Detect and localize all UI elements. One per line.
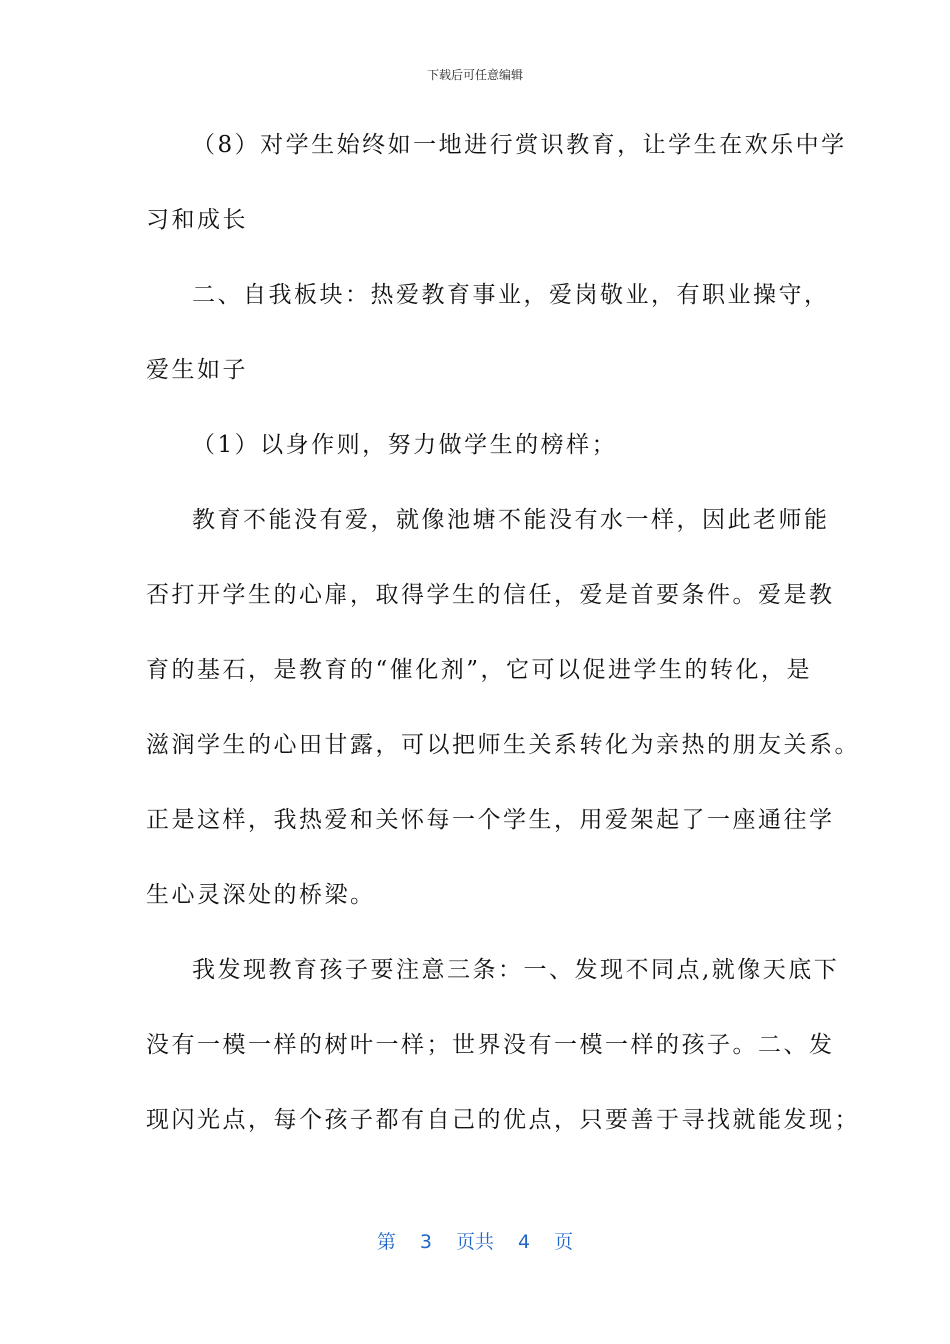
page-label-suffix: 页	[554, 1231, 574, 1253]
paragraph-line: 习和成长	[146, 207, 248, 233]
paragraph-line: 教育不能没有爱，就像池塘不能没有水一样，因此老师能	[192, 507, 830, 533]
paragraph-line: 滋润学生的心田甘露，可以把师生关系转化为亲热的朋友关系。	[146, 732, 860, 758]
page-label-middle: 页共	[455, 1231, 494, 1253]
paragraph-line: （8）对学生始终如一地进行赏识教育，让学生在欢乐中学	[192, 132, 847, 158]
paragraph-line: 生心灵深处的桥梁。	[146, 882, 376, 908]
page-label-prefix: 第	[376, 1231, 396, 1253]
current-page-number: 3	[419, 1231, 432, 1253]
section-heading-line: 爱生如子	[146, 357, 248, 383]
subheading: （1）以身作则，努力做学生的榜样；	[192, 432, 618, 458]
paragraph-line: 我发现教育孩子要注意三条：一、发现不同点,就像天底下	[192, 957, 840, 983]
paragraph-line: 正是这样，我热爱和关怀每一个学生，用爱架起了一座通往学	[146, 807, 835, 833]
paragraph-line: 现闪光点，每个孩子都有自己的优点，只要善于寻找就能发现；	[146, 1107, 860, 1133]
document-body	[146, 128, 860, 1178]
section-heading: 二、自我板块：热爱教育事业，爱岗敬业，有职业操守，	[192, 282, 830, 308]
page-footer	[0, 1227, 950, 1254]
paragraph-line: 育的基石，是教育的“催化剂”，它可以促进学生的转化，是	[146, 657, 813, 683]
total-pages-number: 4	[518, 1231, 531, 1253]
paragraph-line: 没有一模一样的树叶一样；世界没有一模一样的孩子。二、发	[146, 1032, 835, 1058]
page-header: 下载后可任意编辑	[426, 68, 523, 82]
paragraph-line: 否打开学生的心扉，取得学生的信任，爱是首要条件。爱是教	[146, 582, 835, 608]
